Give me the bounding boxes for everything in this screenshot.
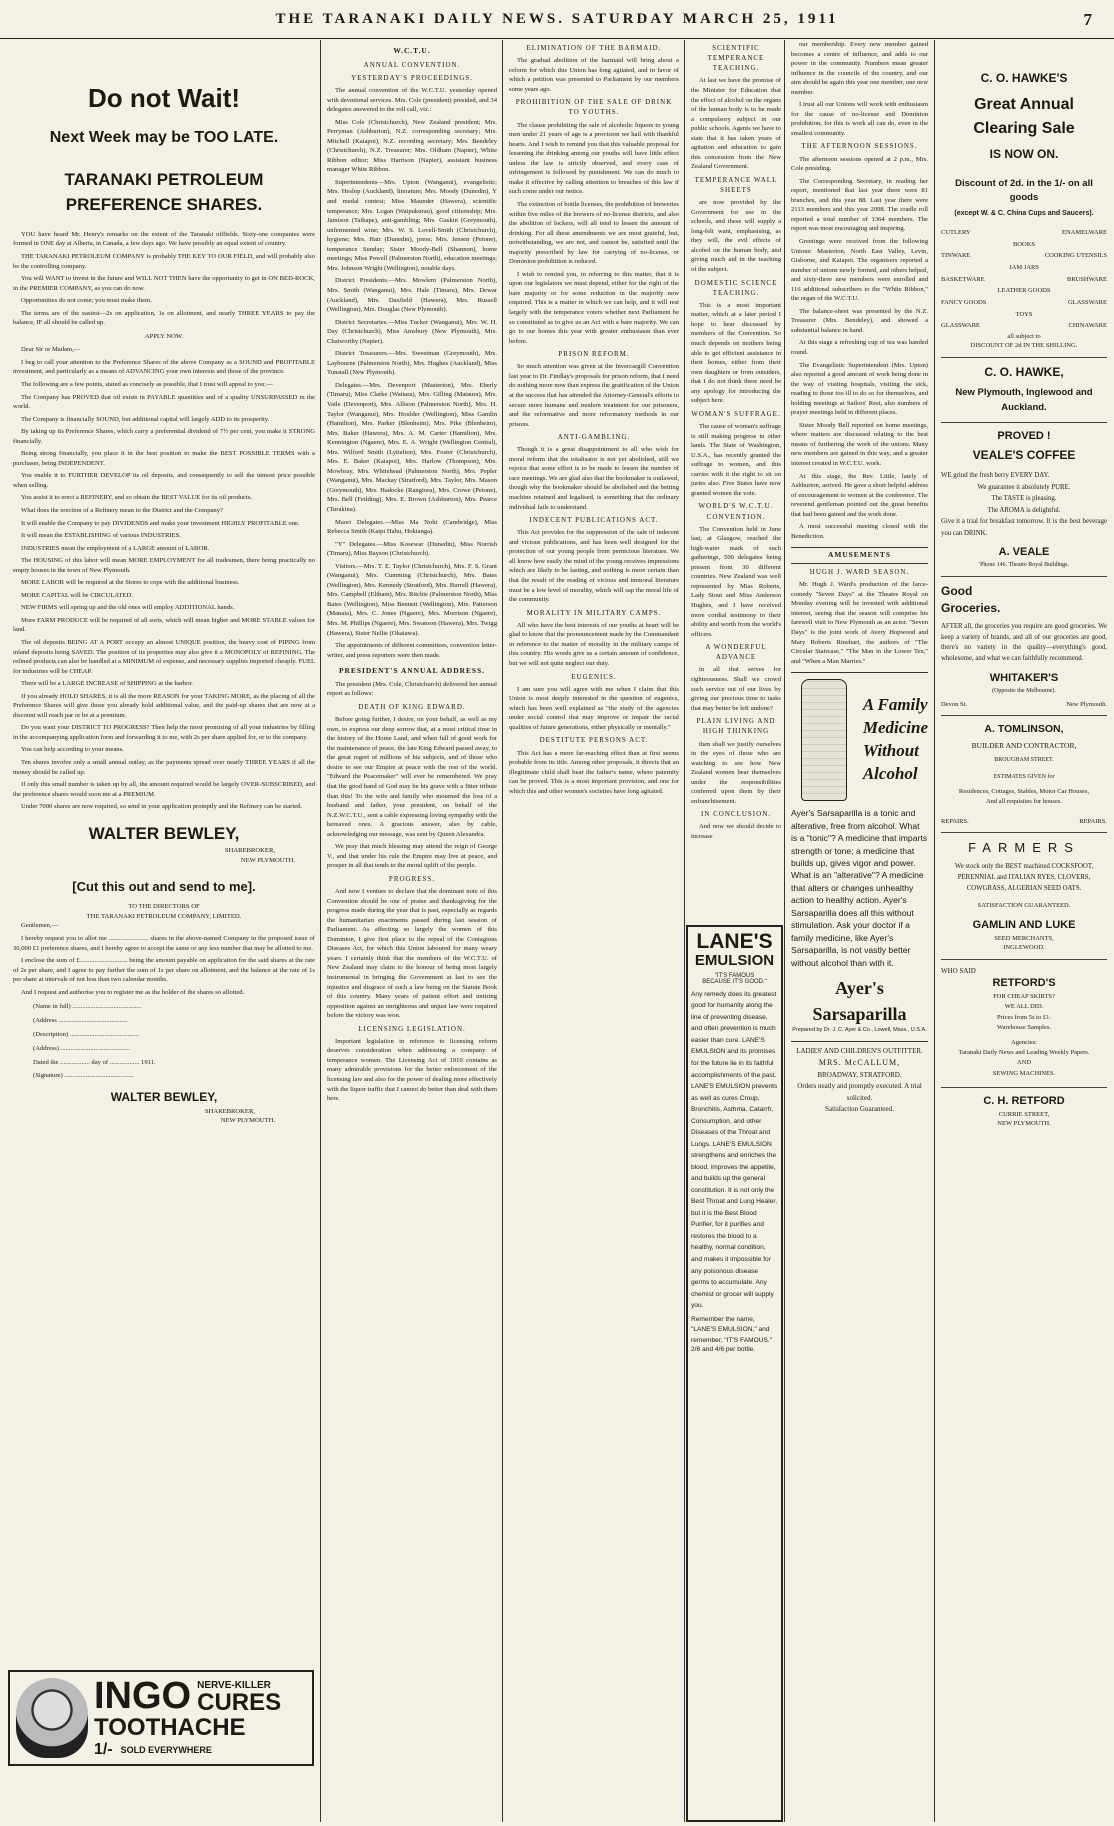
scientific-temperance-heading: SCIENTIFIC TEMPERANCE TEACHING. xyxy=(707,44,765,73)
col4-p3: This is a most important matter, which at a later period I hope to hear discussed by members of the Convention. So much depends on mothers being able to get efficient assistance in their homes, either from their own daughters or from outsiders, that I do not think there need be any apology for introducing the subject here. xyxy=(691,301,781,405)
domestic-science-heading: DOMESTIC SCIENCE TEACHING. xyxy=(694,278,778,297)
whitakers-groceries: Groceries. xyxy=(941,601,1001,616)
tomlinson-repairs: REPAIRS. xyxy=(1079,817,1107,825)
hawke-item: COOKING UTENSILS xyxy=(1044,252,1107,260)
headline-next-week: Next Week may be TOO LATE. xyxy=(49,128,279,146)
column-rule xyxy=(502,40,503,1822)
hawke-item: BRUSHWARE xyxy=(1066,275,1107,283)
veale-coffee-advert xyxy=(941,423,1107,577)
veale-phone: 'Phone 146. Theatre Royal Buildings. xyxy=(979,562,1069,569)
petroleum-p16: INDUSTRIES mean the employment of a LARGE amount of LABOR. xyxy=(21,544,210,552)
petroleum-p6: The following are a few points, stated as concisely as possible, that I trust will appeal to you:— xyxy=(21,380,273,388)
petroleum-p13: What does the erection of a Refinery mean to the District and the Company? xyxy=(21,507,223,514)
petroleum-p27: Ten shares involve only a small annual outlay, as the payments spread over nearly THREE YEARS if all the money should be called up. xyxy=(13,759,315,776)
signer2-town: NEW PLYMOUTH. xyxy=(220,1117,275,1125)
whitakers-name: WHITAKER'S xyxy=(989,672,1059,685)
veale-name: A. VEALE xyxy=(998,546,1050,559)
prison-reform-heading: PRISON REFORM. xyxy=(558,350,630,359)
hawke-item: GLASSWARE xyxy=(1067,298,1107,306)
ayer-brand: Ayer's Sarsaparilla xyxy=(812,978,907,1025)
visible-col5 xyxy=(0,40,10,1822)
retford-p1: FOR CHEAP SKIRTS? xyxy=(993,992,1055,1000)
petroleum-p14: It will enable the Company to pay DIVIDENDS and make your investment HIGHLY PROFITABLE one. xyxy=(21,519,300,527)
petroleum-p22: The oil deposits BEING AT A PORT occupy an almost UNIQUE position, the heavy cost of PIPING from inland deposits being SAVED. The position of its properties may also give it a MONOPOLY of REFINING. The refined products can also be handled at a MINIMUM of expense, and necessary supplies imported cheaply. FUEL for industries will be CHEAP. xyxy=(13,639,315,675)
col5-p6: The balance-sheet was presented by the N.Z. Treasurer (Mrs. Bendeley), and showed a substantial balance in hand. xyxy=(791,307,928,334)
wctu-p14: We pray that much blessing may attend the reign of George V., and that under his rule the Empire may live at peace, and prosper in all that tends to the moral uplift of the people. xyxy=(327,843,497,870)
hawke-item: BASKETWARE xyxy=(941,275,985,283)
conclusion-heading: IN CONCLUSION. xyxy=(701,810,771,819)
col5-p2: I trust all our Unions will work with enthusiasm for the cause of no-license and Dominion prohibition, for this is work all can do, even in the smallest community. xyxy=(791,101,928,137)
amusements-heading: AMUSEMENTS xyxy=(791,547,928,564)
wall-sheets-heading: TEMPERANCE WALL SHEETS xyxy=(694,175,778,195)
form-p2: I enclose the sum of £............................. being the amount payable on application for the said shares at the rate of 2s per share, and I agree to pay further the sum of 1s per share on allotment, and the balance at the rate of 1s per share at intervals of not less than two calendar months. xyxy=(13,957,315,984)
petroleum-p23: There will be a LARGE INCREASE of SHIPPING at the harbor. xyxy=(21,680,193,688)
mccallum-line2: Orders neatly and promptly executed. A trial solicited. xyxy=(797,1082,922,1102)
petroleum-p28: If only this small number is taken up by all, the amount required would be largely OVER-SUBSCRIBED, and the preference shares would soon me at a PREMIUM. xyxy=(13,781,315,798)
tomlinson-builder-advert xyxy=(941,716,1107,833)
veale-p5: Give it a trial for breakfast tomorrow. It is the best beverage you can DRINK. xyxy=(941,518,1107,537)
wctu-subheading2: YESTERDAY'S PROCEEDINGS. xyxy=(351,73,473,82)
signer-title: SHAREBROKER, xyxy=(224,847,275,855)
column-wctu-continued xyxy=(504,40,684,1822)
tomlinson-name: A. TOMLINSON, xyxy=(984,723,1064,736)
barmaid-heading: ELIMINATION OF THE BARMAID. xyxy=(526,44,662,52)
apply-now: APPLY NOW. xyxy=(144,332,184,340)
mccallum-name: MRS. McCALLUM, xyxy=(818,1058,901,1068)
hawke-discount: Discount of 2d. in the 1/- on all goods xyxy=(955,178,1093,203)
military-camps-heading: MORALITY IN MILITARY CAMPS. xyxy=(526,608,662,617)
col3-p1: The gradual abolition of the barmaid will bring about a reform for which this Union has long agitated, and in favor of which a petition was presented to Parliament by our members some years ago. xyxy=(509,57,679,93)
lanes-body: Any remedy does its greatest good for humanity along the line of preventing disease, and often prevention is much easier than cure. LANE'S EMULSION and its promises for the future lie in its faithful accomplishments of the past. LANE'S EMULSION prevents as well as cures Croup, Bronchitis, Asthma, Catarrh, Consumption, and other Diseases of the Throat and Lungs. LANE'S EMULSION strengthens and enriches the blood, improves the appetite, and builds up the general constitution. It is not only the Best Throat and Lung Healer, but it is the Best Blood Purifier, for it purifies and restores the blood to a healthy, normal condition, and makes it impossible for any poisonous disease germs to accumulate. Any chemist or grocer will supply you. xyxy=(691,990,778,1310)
form-p1: I hereby request you to allot me ........................ shares in the above-named Company in the proposed issue of 30,000 £1 preference shares, and I hereby agree to accept the same or any less number that may be allotted to me. xyxy=(13,934,315,952)
form-to-line: TO THE DIRECTORS OF xyxy=(128,903,200,911)
form-field-address[interactable]: (Address .......................................... xyxy=(33,1017,128,1025)
petroleum-p21: More FARM PRODUCE will be required of all sorts, which will mean higher and MORE STABLE values for land. xyxy=(13,616,315,634)
retford-name: RETFORD'S xyxy=(992,977,1056,989)
presidents-address-heading: PRESIDENT'S ANNUAL ADDRESS. xyxy=(339,666,485,676)
col5-p12: Mr. Hugh J. Ward's production of the farce-comedy "Seven Days" at the Theatre Royal on Monday evening will be invested with additional interest, seeing that the season will comprise his farewell visit to New Plymouth as an actor. "Seven Days" is the joint work of Avery Hopwood and Mary Roberts Rinehart, the authors of "The Circular Staircase," "The Man in the Lower Ten," and "When a Man Marries." xyxy=(791,581,928,665)
retford-p2: WE ALL DID. xyxy=(1004,1003,1044,1011)
gamlin-trade: SEED MERCHANTS, xyxy=(994,935,1054,943)
col5-p3: The afternoon sessions opened at 2 p.m., Mrs. Cole presiding. xyxy=(791,155,928,173)
whitakers-opposite: (Opposite the Melbourne). xyxy=(992,688,1056,695)
wctu-p11: The appointments of different committees, convention letter-writer, and press reporters were then made. xyxy=(327,642,497,659)
ingo-brand: INGO xyxy=(94,1675,192,1718)
signer2-title: SHAREBROKER, xyxy=(204,1107,255,1115)
ingo-price: 1/- xyxy=(94,1740,113,1758)
death-of-king-heading: DEATH OF KING EDWARD. xyxy=(358,703,466,712)
ingo-nerve-killer: NERVE-KILLER xyxy=(197,1680,271,1692)
petroleum-p26: You can help according to your means. xyxy=(21,746,124,754)
hawke-item: CUTLERY xyxy=(941,228,971,236)
hawke-sale-2: Clearing Sale xyxy=(973,119,1075,137)
lanes-price: 2/6 and 4/6 per bottle. xyxy=(691,1346,756,1354)
wonderful-advance-heading: A WONDERFUL ADVANCE xyxy=(705,643,767,662)
retford-sewing: SEWING MACHINES. xyxy=(992,1069,1056,1077)
mccallum-line1: LADIES' AND CHILDREN'S OUTFITTER. xyxy=(796,1047,923,1056)
col5-p11: A most successful meeting closed with the Benediction. xyxy=(791,523,928,540)
wctu-p8: Maori Delegates.—Miss Ma Nohi (Cambridge), Miss Rebecca Smith (Kaipi Hahu, Hokianga). xyxy=(327,518,497,536)
col5-p8: The Evangelistic Superintendent (Mrs. Upton) also reported a good amount of work being done in the way of visiting hospitals, visiting the sick, reading to those too ill to do so for themselves, and holding meetings at Sailors' Rest, also numbers of prayer meetings held in different places. xyxy=(791,361,928,417)
col4-p2: are now provided by the Government for use in the schools, and these will supply a long-felt want, emphasising, as they will, the evil effects of alcohol on the human body, and giving much aid in the teaching of the subject. xyxy=(691,199,781,273)
whitakers-good: Good xyxy=(941,583,973,598)
petroleum-p29: Under 7000 shares are now required, so send in your application promptly and the Refinery can be started. xyxy=(21,803,303,811)
hawke2-towns: New Plymouth, Inglewood and Auckland. xyxy=(955,387,1093,414)
wctu-subheading: ANNUAL CONVENTION. xyxy=(363,60,461,69)
hawke-item-list xyxy=(941,227,1107,332)
hugh-ward-heading: HUGH J. WARD SEASON. xyxy=(809,568,910,577)
ingo-advert xyxy=(8,1670,314,1766)
dear-sir: Dear Sir or Madam,— xyxy=(21,346,81,354)
mccallum-line3: Satisfaction Guaranteed. xyxy=(825,1104,894,1113)
retford-p5: Taranaki Daily News and Leading Weekly Papers. xyxy=(958,1048,1090,1056)
veale-p3: The TASTE is pleasing. xyxy=(991,495,1057,503)
hawke-item: CHINAWARE xyxy=(1068,322,1107,330)
progress-heading: PROGRESS. xyxy=(388,874,436,883)
form-field-dated[interactable]: Dated the .................. day of .................. 1911. xyxy=(33,1058,156,1066)
veale-p1: WE grind the fresh berry EVERY DAY. xyxy=(941,471,1050,479)
masthead xyxy=(0,0,1114,39)
afternoon-sessions-heading: THE AFTERNOON SESSIONS. xyxy=(801,142,918,151)
wctu-heading: W.C.T.U. xyxy=(393,46,431,55)
column-afternoon-sessions-amusements xyxy=(786,40,933,1822)
col3-p3: The extinction of bottle licenses, the prohibition of breweries within five miles of the brewers of no-license districts, and also the abolition of lockers, will all tend to lessen the amount of drinking. For all these amendments we are most grateful, but, notwithstanding, we are not, and cannot be, satisfied until the majority prescribed by law for carrying of no-license, or Dominion prohibition is reduced. xyxy=(509,200,679,266)
lanes-tagline: "IT'S FAMOUS xyxy=(714,972,755,979)
tomlinson-trade: BUILDER AND CONTRACTOR, xyxy=(971,741,1077,751)
column-rule xyxy=(320,40,321,1822)
cut-out-heading: [Cut this out and send to me]. xyxy=(72,878,256,894)
tomlinson-repairs: REPAIRS. xyxy=(941,817,969,825)
petroleum-p19: MORE CAPITAL will be CIRCULATED. xyxy=(21,591,133,599)
hawke-subject: all subject to xyxy=(1007,333,1041,341)
hawke-except: (except W. & C. China Cups and Saucers). xyxy=(954,209,1094,217)
col4-p6: in all that serves for righteousness. Shall we crowd such service out of our lives by giving our precious time to tasks that may better be left undone? xyxy=(691,666,781,712)
retford2-street: CURRIE STREET, xyxy=(998,1111,1050,1118)
headline-preference-shares: TARANAKI PETROLEUM PREFERENCE SHARES. xyxy=(64,169,264,215)
hawke-item: BOOKS xyxy=(1012,240,1036,248)
youths-heading: PROHIBITION OF THE SALE OF DRINK TO YOUTHS. xyxy=(515,98,673,117)
form-p3: And I request and authorise you to register me as the holder of the shares so allotted. xyxy=(21,988,245,996)
col5-p9: Sister Moody Bell reported on home meetings, where matters are discussed relating to the best means of furthering the work of the unions. Many new members are gained in this way, and a greater interest created in W.C.T.U. work. xyxy=(791,421,928,468)
petroleum-p18: MORE LABOR will be required at the Stores to cope with the additional business. xyxy=(21,579,240,587)
petroleum-p17: The HOUSING of this labor will mean MORE EMPLOYMENT for all tradesmen, there being practically no empty houses in the town of New Plymouth. xyxy=(13,557,315,574)
tomlinson-street: BROUGHAM STREET. xyxy=(994,757,1054,764)
column-wctu xyxy=(322,40,502,1822)
petroleum-p11: You enable it to FURTHER DEVELOP its oil deposits, and consequently to sell the utmost price possible when selling. xyxy=(13,472,315,489)
lanes-emulsion-advert-wrap xyxy=(686,925,783,1822)
petroleum-p10: Being strong financially, you place it in the best position to make the BEST POSSIBLE TERMS with a purchaser, being INDEPENDENT. xyxy=(13,450,315,467)
petroleum-p9: By taking up its Preference Shares, which carry a preferential dividend of 7½ per cent, you make it STRONG financially. xyxy=(13,428,315,445)
anti-gambling-heading: ANTI-GAMBLING. xyxy=(557,433,631,442)
wctu-p12: The president (Mrs. Cole, Christchurch) delivered her annual report as follows: xyxy=(327,680,497,698)
column-advertisements xyxy=(936,40,1112,1822)
retford-and: AND xyxy=(1016,1059,1032,1067)
wctu-p3: Superintendents—Mrs. Upton (Wanganui), evangelistic; Mrs. Heslop (Auckland), literature; Mrs. Moody (Dunedin), Y and medal contest; Miss Maunder (Hawera), scientific temperance; Mrs. Logan (Waipukurau), good citizenship; Mrs. Jamison (Taihape), anti-gambling; Mrs. Gaskin (Greymouth), unfermented wine; Mrs. W. S. Lovell-Smith (Christchurch), hygiene; Mrs. Hair (Dunedin), press; Mrs. Jensen (Petone), temperance Sunday; Sister Moody-Bell (Shannon), home meetings; Miss Powell (Palmerston North), education meetings; Mrs. Johnson Wright (Wellington), notable days. xyxy=(327,178,497,272)
hawke-clearing-sale-advert xyxy=(941,40,1107,358)
farmers-p2: SATISFACTION GUARANTEED. xyxy=(977,901,1071,909)
form-gentlemen: Gentlemen,— xyxy=(21,922,59,930)
petroleum-p8: The Company is financially SOUND, but additional capital will largely ADD to its prosperity. xyxy=(21,415,270,423)
world-convention-heading: WORLD'S W.C.T.U. CONVENTION. xyxy=(698,502,774,521)
column-rule xyxy=(684,40,685,1822)
ayer-head-4: Alcohol xyxy=(862,764,918,784)
ingo-sold-everywhere: SOLD EVERYWHERE xyxy=(120,1744,212,1755)
wctu-p9: "Y" Delegates.—Miss Kosewar (Dunedin), Miss Norrish (Timaru), Miss Bayson (Christchurch). xyxy=(327,540,497,558)
col3-p9: I am sure you will agree with me when I claim that this Union is most deeply interested in the question of eugenics, which has been well explained as "the study of the agencies under social control that may improve or impair the racial qualities of future generations, either physically or mentally." xyxy=(509,685,679,731)
veale-coffee: VEALE'S COFFEE xyxy=(972,447,1076,462)
col3-p2: The clause prohibiting the sale of alcoholic liquors to young men under 21 years of age is a provision we hail with thankful hearts. And I wish to remind you that this valuable proposal for lessening the drinking among our youths will have little effect unless the law is strictly observed, and every case of infringement is followed by punishment. We can do much to make it effective by calling attention to breaches of this law if such come under our notice. xyxy=(509,121,679,196)
veale-p4: The AROMA is delightful. xyxy=(987,506,1061,514)
form-field-signature[interactable]: (Signature) .......................................... xyxy=(33,1072,134,1080)
col5-p7: At this stage a refreshing cup of tea was handed round. xyxy=(791,339,928,356)
whitakers-town: New Plymouth. xyxy=(1066,700,1107,708)
col4-p4: The cause of woman's suffrage is still making progress in other lands. The State of Washington, U.S.A., has recently granted the suffrage to women, and this carries with it the right to sit on juries also. Five States have now granted women the vote. xyxy=(691,422,781,497)
tomlinson-list: Residences, Cottages, Stables, Motor Car Houses, xyxy=(958,787,1090,795)
signer-town: NEW PLYMOUTH. xyxy=(240,856,295,864)
wctu-p13: Before going further, I desire, on your behalf, as well as my own, to express our deep sorrow that, at a most critical time in the history of the Home Land, and when full of good work for the maintenance of peace, the late King Edward passed away, to the great regret of millions of his subjects, and of those who desire to see our Empire at peace with the rest of the world. "Edward the Peacemaker" will ever be remembered. We pray that the good hand of God may be his grave with a fitter tribute than this! To the wife and family who mourned the loss of a husband and father, your president, on behalf of the N.Z.W.C.T.U., sent a cable expressing loving sympathy with the bereaved ones. A gracious answer, also by cable, acknowledging our message, was sent by Queen Alexandra. xyxy=(327,716,497,838)
petroleum-p5: I beg to call your attention to the Preference Shares of the above Company as a SOUND and PROFITABLE investment, and particularly as a means of ADVANCING your own interests and those of the province. xyxy=(13,358,315,376)
petroleum-p20: NEW FIRMS will spring up and the old ones will employ ADDITIONAL hands. xyxy=(21,604,235,612)
wctu-p10: Visitors.—Mrs. T. E. Taylor (Christchurch), Mrs. F. S. Grant (Wanganui), Mrs. Cumming (Christchurch), Mrs. Bates (Wellington), Mrs. Kennedy (Stratford), Mrs. Burrell (Hawera), Mrs. Campbell (Eltham), Mrs. Ritchie (Palmerston North), Miss Bates (Wellington), Miss Bennett (Wellington), Mrs. Patterson (Manaia), Mrs. C. Jones (Ngaere), Mrs. Morrison (Ngaere), Mrs. M. Phillips (Ngaere), Mrs. Swanson (Hawera), Mrs. Twigg (Hawera), Sister Nellie (Okaiawa). xyxy=(327,562,497,637)
masthead-title: THE TARANAKI DAILY NEWS. SATURDAY MARCH 25, 1911 xyxy=(275,10,839,27)
col3-p7: This Act provides for the suppression of the sale of indecent and vicious publications, and has been well designed for the protection of our young people from pernicious literature. We all know how easily the mind of the young receives impressions which are likely to be lasting, and nothing is more certain than that the result of the reading of vicious and immoral literature must be a low level of morality, which will sap the moral life of the community. xyxy=(509,529,679,604)
hawke2-name: C. O. HAWKE, xyxy=(984,364,1064,379)
ayer-head-2: Medicine xyxy=(862,718,928,738)
wctu-p16: Important legislation in reference to licensing reform deserves consideration when addressing a company of temperance women. The Licensing Act of 1910 contains as many admirable provisions for the better enforcement of the licensing law and also for the power of dealing more effectively with the liquor traffic that I cannot do better than deal with them here. xyxy=(327,1037,497,1103)
hawke-item: LEATHER GOODS xyxy=(997,287,1051,295)
retford2-town: NEW PLYMOUTH. xyxy=(997,1120,1051,1128)
farmers-p1: We stock only the BEST machined COCKSFOOT, PERENNIAL and ITALIAN RYES, CLOVERS, COWGRASS, ALGERIAN SEED OATS. xyxy=(954,863,1094,892)
licensing-heading: LICENSING LEGISLATION. xyxy=(358,1024,466,1033)
destitute-persons-heading: DESTITUTE PERSONS ACT. xyxy=(539,736,649,745)
hawke-name: C. O. HAWKE'S xyxy=(980,71,1068,85)
column-rule xyxy=(934,40,935,1822)
column-petroleum-advert xyxy=(8,40,320,1822)
womans-suffrage-heading: WOMAN'S SUFFRAGE. xyxy=(691,409,781,418)
hawke-item: FANCY GOODS xyxy=(941,298,987,306)
ingo-cures: CURES xyxy=(197,1689,282,1717)
indecent-publications-heading: INDECENT PUBLICATIONS ACT. xyxy=(529,516,659,525)
lanes-tagline2: BECAUSE IT'S GOOD." xyxy=(702,978,767,985)
col4-p8: And now we should decide to increase xyxy=(691,823,781,841)
wctu-p2: Miss Cole (Christchurch), New Zealand president; Mrs. Perryman (Ashburton), N.Z. corresponding secretary; Mrs. Mitchell (Kaiapoi), N.Z. recording secretary; Mrs. Bendeley (Christchurch), N.Z. Treasurer; Mrs. Oldham (Napier), White Ribbon editor; Miss Harrison (Napier), assistant business manager White Ribbon. xyxy=(327,118,497,174)
col3-p6: Though it is a great disappointment to all who wish for moral reform that the totalisator is not yet abolished, still we rejoice that some effort is to be made to lessen the number of race meetings. We are glad also that the bookmaker is outlawed, though why the bookmaker should be abolished and the betting machine retained and legalised, is something that the ordinary individual fails to understand. xyxy=(509,446,679,511)
petroleum-p24: If you already HOLD SHARES, it is all the more REASON for your TAKING MORE, as the placing of all the Preference Shares will give those you already hold additional value, and the paid-up shares that are now at a discount will reach par or be at a premium. xyxy=(13,692,315,719)
signer-name: WALTER BEWLEY, xyxy=(88,823,240,843)
col4-p5: The Convention held in June last, at Glasgow, reached the high-water mark of such gatherings, 500 delegates being present from 30 different countries. New Zealand was well represented by Miss Roberts, Lady Stout and Miss Anderson Hughes, and I have received more cordial testimony to their ability and worth from the world's officers. xyxy=(691,525,782,638)
retford-skirts-advert xyxy=(941,960,1107,1135)
col5-p5: Greetings were received from the following Unions: Masterton, North East Valley, Levin, Gisborne, and Kaiapoi. The organisers reported a number of unions newly formed, and others helped, and sixty-three new members were enrolled and 116 additional subscribers to the "White Ribbon," the organ of the W.C.T.U. xyxy=(791,237,928,303)
col5-p10: At this stage, the Rev. Little, lately of Ashburton, arrived. He gave a short helpful address of encouragement to women at the conference. The reverend gentleman pointed out the great benefits that had been gained and the work done. xyxy=(791,472,928,518)
gamlin-name: GAMLIN AND LUKE xyxy=(972,919,1076,932)
form-field-description[interactable]: (Description) .......................................... xyxy=(33,1030,140,1038)
retford2-name: C. H. RETFORD xyxy=(941,1087,1107,1110)
retford-p4: Warehouse Samples. xyxy=(997,1024,1051,1032)
col4-p1: At last we have the promise of the Minister for Education that the effect of alcohol on the organs of the human body is to be made a compulsory subject in our public schools. Agents we have to state that it has taken years of agitation and education to gain this concession from the New Zealand Government. xyxy=(691,77,781,171)
veale-p2: We guarantee it absolutely PURE. xyxy=(977,483,1071,491)
col4-p7: then shall we justify ourselves in the eyes of those who are watching to see how New Zealand women bear themselves under the responsibilities conferred upon them by their enfranchisement. xyxy=(691,740,781,805)
hawke-item: JAM JARS xyxy=(1009,263,1039,271)
farmers-seed-advert xyxy=(941,833,1107,960)
petroleum-p7: The Company has PROVED that oil exists in PAYABLE quantities and of a quality UNSURPASSED in the world. xyxy=(13,393,315,411)
petroleum-p2: You will WANT to invest in the future and WILL NOT THEN have the opportunity to get in ON BED-ROCK, in the PREMIER COMPANY, as you can do now. xyxy=(13,275,315,292)
hawke-now-on: IS NOW ON. xyxy=(989,146,1059,161)
tomlinson-requisites: And all requisites for houses. xyxy=(985,798,1062,806)
col3-p5: So much attention was given at the Invercargill Convention last year to Dr. Findlay's proposals for prison reform, that I need do nothing more now than express the gratification of the Union at the success that has attended the Attorney-General's efforts to secure more humane and modern treatment for our prisoners, and the reformative and more reformatory methods in our prisons. xyxy=(509,363,679,428)
retford-who-said: WHO SAID xyxy=(941,966,976,975)
col3-p10: This Act has a more far-reaching effect than at first seems probable from its title. Among other proposals, it directs that an illegitimate child shall bear the father's name, where paternity can be proved. This is a most important provision, and one for which this and other women's societies have long agitated. xyxy=(509,749,679,795)
veale-proved: PROVED ! xyxy=(997,429,1051,442)
petroleum-p1: THE TARANAKI PETROLEUM COMPANY is probably THE KEY TO OUR FIELD, and will probably also be the controlling company. xyxy=(13,252,315,270)
hawke-discount-2: DISCOUNT OF 2d IN THE SHILLING. xyxy=(970,342,1078,350)
headline-do-not-wait: Do not Wait! xyxy=(87,83,241,113)
petroleum-p3: Opportunities do not come; you must make them. xyxy=(21,297,152,305)
ayer-head-1: A Family xyxy=(862,695,928,715)
lanes-brand: LANE'S xyxy=(696,930,773,953)
gamlin-town: INGLEWOOD. xyxy=(1003,944,1045,952)
ayers-sarsaparilla-advert xyxy=(791,672,928,1035)
col3-p4: I wish to remind you, in referring to this matter, that it is upon our legislators we must depend, either for the right of the bare majority or for some reduction in the majority now required. This is a matter in which we can help, and it will rest largely with the temperance voters whether next Parliament be so constituted as to give us an Act with a bare majority. We can go to our homes this year with greater enthusiasm than ever before. xyxy=(509,270,679,345)
lanes-remember: Remember the name, "LANE'S EMULSION," and remember, "IT'S FAMOUS." xyxy=(691,1315,773,1344)
farmers-heading: FARMERS xyxy=(968,840,1080,856)
signer2-name: WALTER BEWLEY, xyxy=(110,1090,218,1105)
hawke-item: ENAMELWARE xyxy=(1061,228,1107,236)
wctu-p6: District Treasurers.—Mrs. Sweetman (Greymouth), Mrs. Laybourne (Palmerston North), Mrs. Hughes (Auckland), Miss Tunstall (New Plymouth). xyxy=(327,350,497,377)
petroleum-p15: It will mean the ESTABLISHING of various INDUSTRIES. xyxy=(21,532,181,540)
whitakers-groceries-advert xyxy=(941,577,1107,716)
col3-p8: All who have the best interests of our youths at heart will be glad to know that the pronouncement made by the Commandant in reference to the matter of morality in the military camps of this country. His words give us a certain amount of confidence, but we will not quite neglect our duty. xyxy=(509,621,679,667)
man-face-illustration-icon xyxy=(16,1678,88,1758)
ayer-body: Ayer's Sarsaparilla is a tonic and alterative, free from alcohol. What is a "tonic"? A medicine that imparts strength or tone; a medicine that builds up, gives vigor and power. What is an "alterative"? A medicine that alters or changes unhealthy action to healthy action. Ayer's Sarsaparilla does all this without stimulation. Ask your doctor if a family medicine, like Ayer's Sarsaparilla, is not vastly better without alcohol than with it. xyxy=(791,808,928,968)
whitakers-p1: AFTER all, the groceries you require are good groceries. We keep a variety of brands, and all of our groceries are good, there's no variety in the quality—everything's good, wholesome, and what we can faithfully recommend. xyxy=(941,622,1107,663)
ayer-maker: Prepared by Dr. J. C. Ayer & Co., Lowell, Mass., U.S.A. xyxy=(792,1027,927,1034)
wctu-p4: District Presidents.—Mrs. Mowlem (Palmerston North), Mrs. Smith (Wanganui), Mrs. Hale (Timaru), Mrs. Dewar (Auckland), Mrs. Daxfield (Hawera), Mrs. Russell (Wellington), Mrs. Douglas (New Plymouth). xyxy=(327,277,497,314)
petroleum-p25: Do you want your DISTRICT TO PROGRESS? Then help the most promising of all your industries by filling in the accompanying application form and forwarding it to me, with 2s per share applied for, or to the company. xyxy=(13,724,315,741)
hawke-item: GLASSWARE xyxy=(941,322,981,330)
form-company-line: THE TARANAKI PETROLEUM COMPANY, LIMITED. xyxy=(86,912,242,920)
lanes-brand-emulsion: EMULSION xyxy=(694,952,775,970)
hawke-sale-1: Great Annual xyxy=(974,96,1074,114)
ingo-toothache: TOOTHACHE xyxy=(94,1714,246,1742)
hawke-item: TOYS xyxy=(1015,310,1033,318)
hawke-branches-advert xyxy=(941,358,1107,423)
tomlinson-estimates: ESTIMATES GIVEN for xyxy=(993,773,1055,780)
wctu-p15: And now I venture to declare that the dominant note of this Convention should be one of praise and thanksgiving for the progress made during the year that is past, especially as regards the humanitarian enactments passed during last session of Parliament. As affecting so largely the women of this Dominion, I give first place to the repeal of the Contagious Diseases Act, for which this Union laboured for many weary years. I certainly think that the members of the W.C.T.U. of New Zealand may claim to the honour of being most largely instrumental in bringing the Government at last to see the injustice and disgrace of such a law being on the Statute Book of this country. Many years of patient effort and untiring opposition against an unrighteous and unjust law were required before the victory was won. xyxy=(327,888,497,1020)
col5-p1: our membership. Every new member gained becomes a centre of influence, and adds to our power in the community. Numbers mean greater influence in the councils of the country, and our aim should be again this year one member, one new member. xyxy=(791,41,928,96)
whitakers-street: Devon St. xyxy=(941,700,967,708)
wctu-p7: Delegates.—Mrs. Devenport (Masterton), Mrs. Eberly (Timaru), Miss Clarke (Waitara), Mrs. Gilling (Mataura), Mrs. Vaile (Devenport), Mrs. Allison (Palmerston North), Mrs. H. Taylor (Wanganui), Mrs. Houlder (Wellington), Miss Gamlin (Hamilton), Mrs. Parker (Blenheim), Mrs. Pike (Blenheim), Mrs. Baker (Hawera), Mrs. A. M. Carter (Hamilton), Mrs. Kennington (Ngaere), Mrs. E. A. Wright (Wellington Central), Mrs. Wilford Smith (Lyttelton), Mrs. Foster (Christchurch), Mrs. E. Baker (Kaiapoi), Mrs. Harlow (Thompson), Mrs. Mowbray, Mrs. Whitehead (Palmerston North), Mrs. Pepler (Wanganui), Mrs. Mackay (Stratford), Mrs. Taylor, Mrs. Mason (Greymouth), Mrs. Hadocke (Rangiora), Mrs. Crowe (Petone), Mrs. Bell (Feilding), Mrs. E. Brown (Ashburton), Mrs. Pearce (Turakina). xyxy=(327,381,497,513)
retford-p3: Prices from 5s to £1. xyxy=(997,1013,1051,1021)
plain-living-heading: PLAIN LIVING AND HIGH THINKING xyxy=(696,717,776,736)
form-field-address2[interactable]: (Address) .......................................... xyxy=(33,1044,130,1052)
ayer-head-3: Without xyxy=(862,741,919,761)
eugenics-heading: EUGENICS. xyxy=(571,672,617,681)
petroleum-p4: The terms are of the easiest—2s on application, 1s on allotment, and nearly THREE YEARS to pay the balance, IF all should be called up. xyxy=(13,309,315,327)
wctu-p5: District Secretaries.—Miss Tucker (Wanganui), Mrs. W. H. Day (Christchurch), Miss Amsbury (New Plymouth), Mrs. Chatworthy (Napier). xyxy=(327,318,497,345)
retford-agencies: Agencies: xyxy=(1011,1038,1037,1046)
petroleum-p12: You assist it to erect a REFINERY, and so obtain the BEST VALUE for its oil products. xyxy=(21,494,253,502)
mccallum-address: BROADWAY, STRATFORD. xyxy=(817,1071,902,1080)
medicine-bottle-icon xyxy=(801,679,847,801)
hawke-item: TINWARE xyxy=(941,252,971,260)
column-rule xyxy=(784,40,785,1822)
form-field-name[interactable]: (Name in full) .......................................... xyxy=(33,1003,142,1011)
mccallum-advert xyxy=(791,1041,928,1115)
col5-p4: The Corresponding Secretary, in reading her report, mentioned that last year there were 81 branches, and this year 88. Last year there were 2113 members and this year 2098. The cradle roll reported a total number of 1364 members. The report was most encouraging and inspiring. xyxy=(791,177,928,233)
petroleum-intro: YOU have heard Mr. Henry's remarks on the extent of the Taranaki oilfields. Sixty-one companies were formed in ONE day at Alberta, in Canada, a few days ago. We have possibly an equal extent of country. xyxy=(13,230,315,248)
page-number: 7 xyxy=(1083,10,1092,29)
wctu-p1: The annual convention of the W.C.T.U. yesterday opened with devotional services. Mrs. Cole (president) presided, and 34 delegates answered to the roll call, viz.: xyxy=(327,87,497,114)
